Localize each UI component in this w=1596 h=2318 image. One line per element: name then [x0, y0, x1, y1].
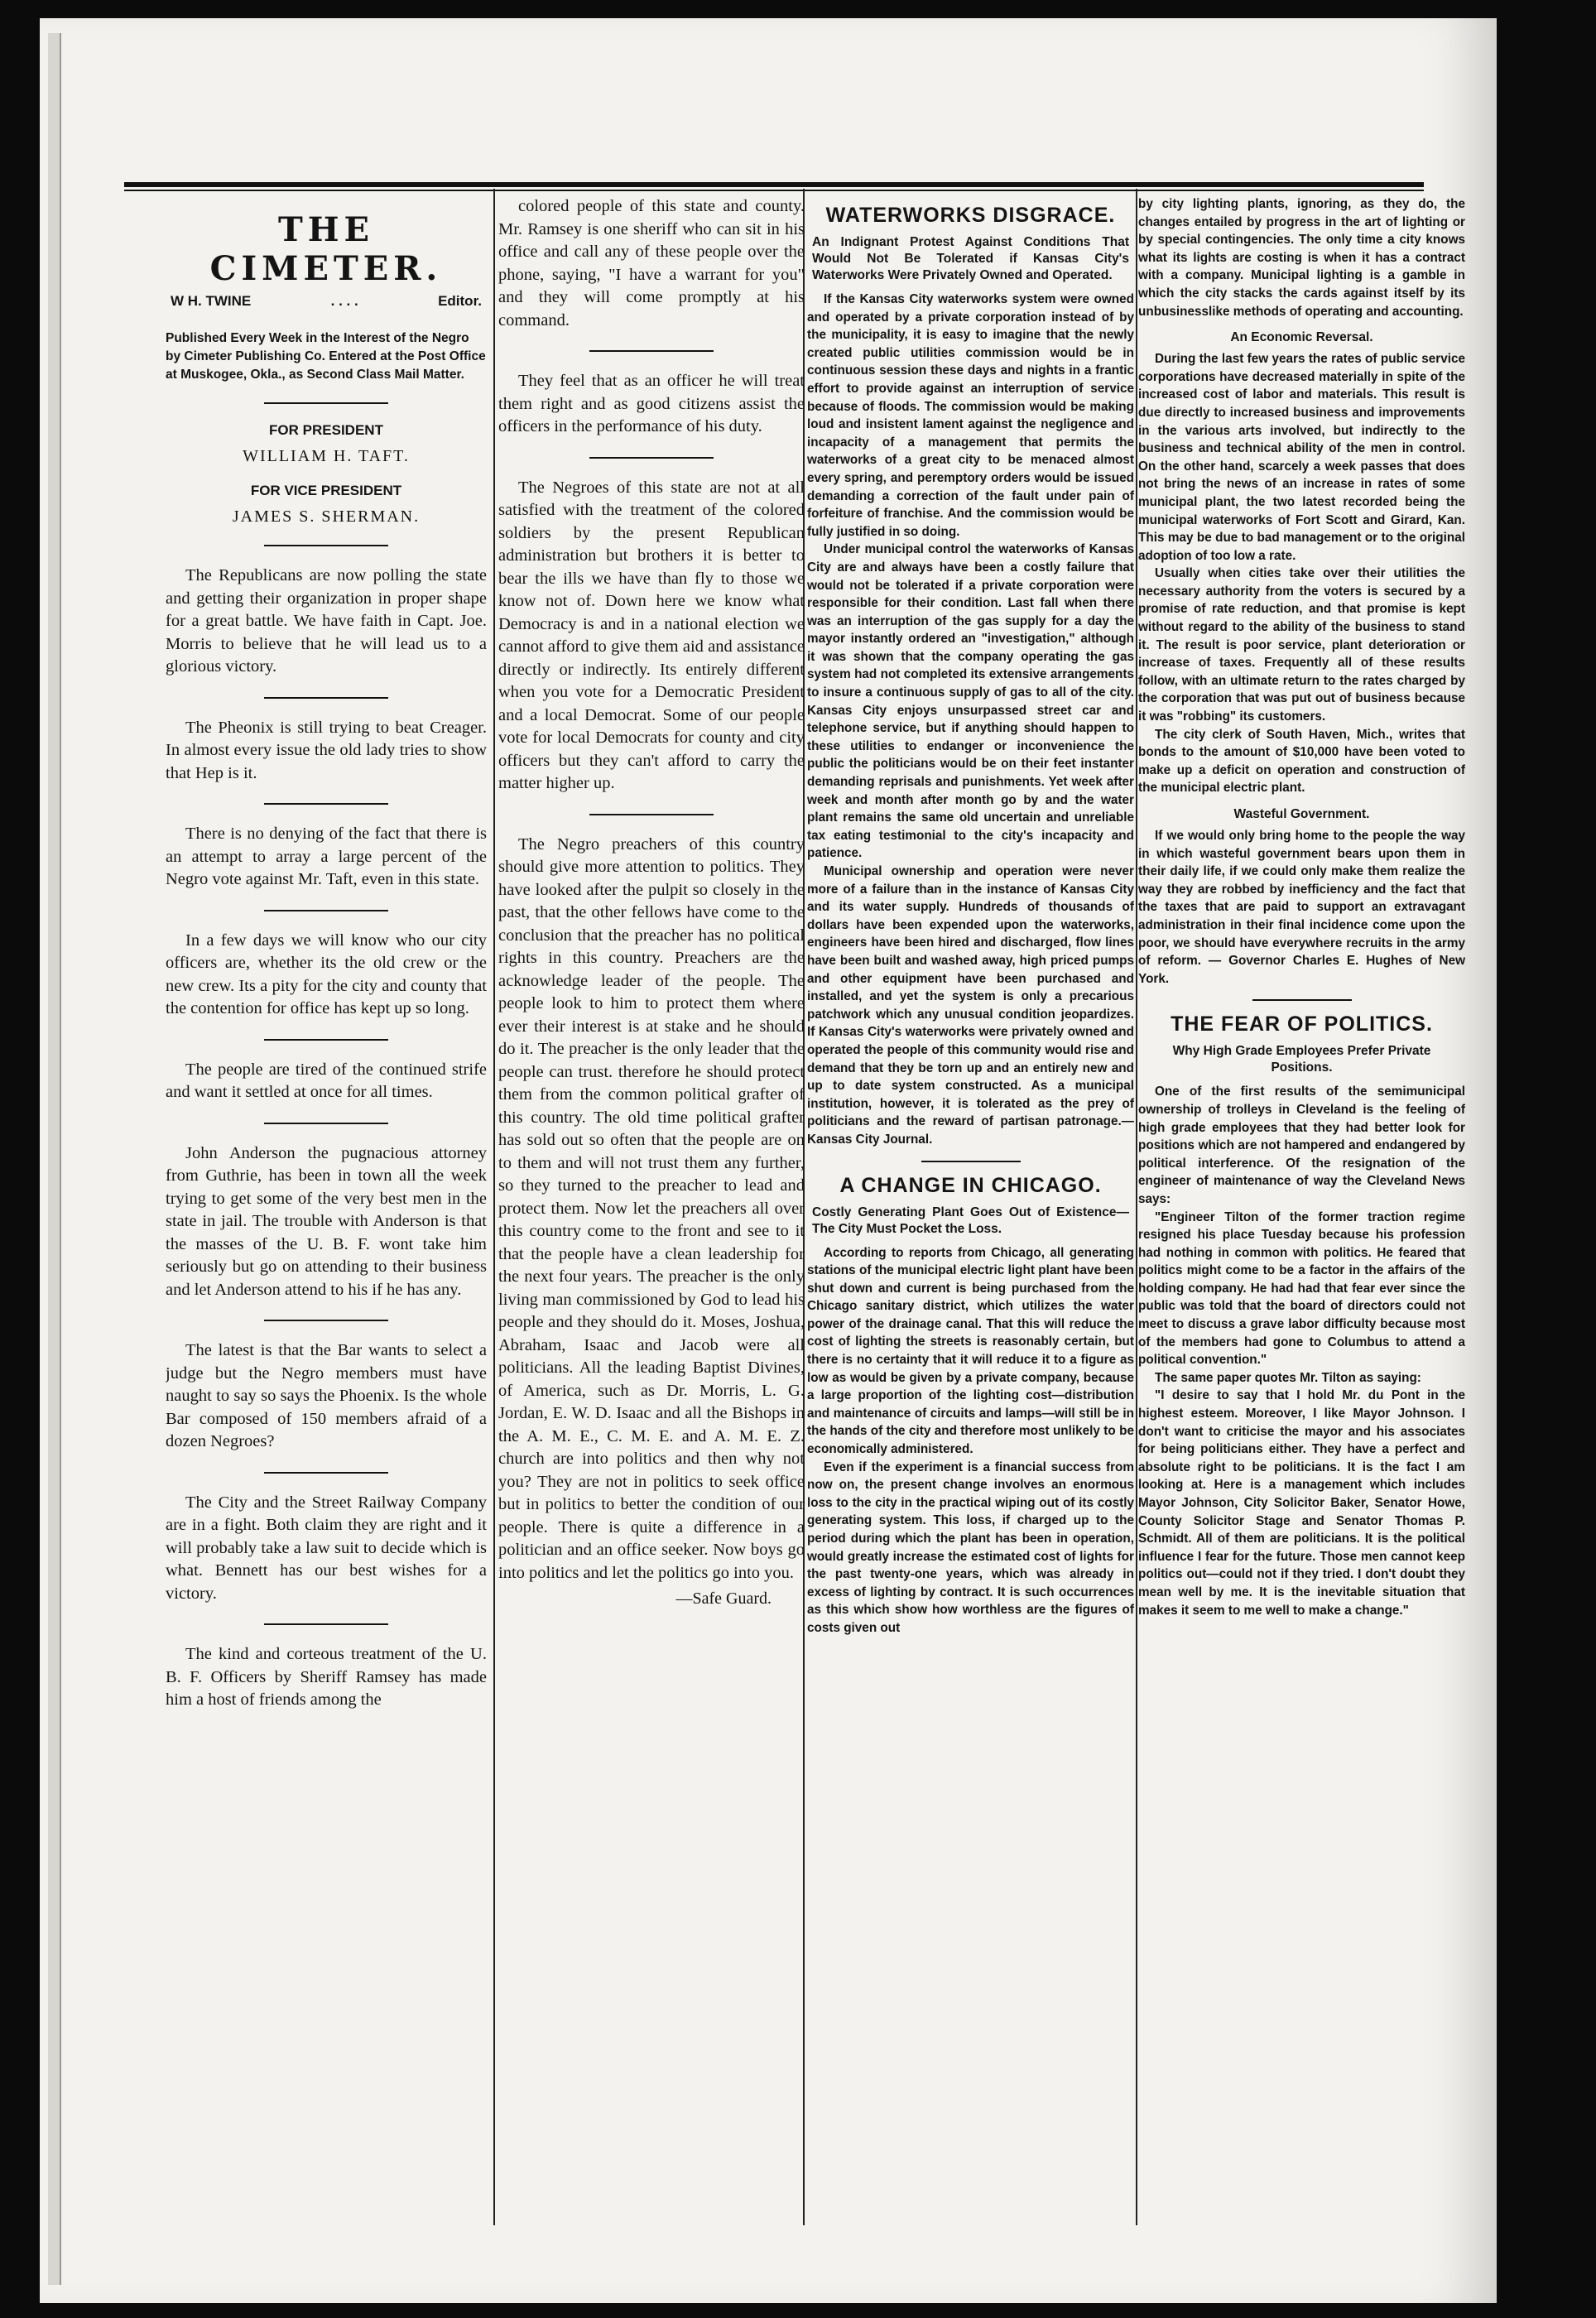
divider — [264, 1039, 388, 1041]
divider — [264, 1623, 388, 1625]
editor-line — [166, 293, 487, 310]
masthead-title: THE CIMETER. — [209, 210, 443, 288]
waterworks-headline: WATERWORKS DISGRACE. — [825, 204, 1116, 227]
paragraph: During the last few years the rates of public service corporations have decreased materially in spite of the increased cost of labor and materials. This result is due directly to increased business and improvements in the various arts involved, but indirectly to the business and technical ability of the men in control. On the other hand, scarcely a week passes that does not bring the news of an increase in rates of some municipal plant, the two latest recorded being the municipal waterworks of Fort Scott and Girard, Kan. This may be due to bad management or to the original adoption of too low a rate. — [1138, 352, 1465, 563]
vp-label: FOR VICE PRESIDENT — [250, 483, 402, 498]
paragraph: According to reports from Chicago, all generating stations of the municipal electric light plant have been shut down and current is being purchased from the Chicago sanitary district, which utilizes the water power of the drainage canal. That this will reduce the cost of lighting the streets is reasonably certain, but there is no certainty that it will reduce it to a figure as low as would be given by a private company, because a large proportion of the lighting cost—distribution and maintenance of circuits and lamps—will still be in the hands of the city and therefore most unlikely to be economically administered. — [807, 1245, 1134, 1457]
divider — [264, 1320, 388, 1321]
editorial-notes — [166, 565, 487, 1712]
wasteful-headline: Wasteful Government. — [1233, 807, 1370, 821]
paragraph: In a few days we will know who our city officers are, whether its the old crew or the new crew. Its a pity for the city and county that the contention for office has kept up so long. — [166, 931, 487, 1017]
divider — [264, 697, 388, 699]
divider — [589, 350, 714, 352]
vp-name: JAMES S. SHERMAN. — [232, 507, 421, 526]
paragraph: If the Kansas City waterworks system were owned and operated by a private corporation instead of by the municipality, it is easy to imagine that the newly created public utilities commission would be in continuous session these days and nights in a frantic effort to provide against an interruption of service because of floods. The commission would be making loud and insistent lament against the negligence and incapacity of a management that permits the waterworks of a great city to be menaced almost every spring, and peremptory orders would be issued demanding a correction of the fault under pain of forfeiture of franchise. And the commission would be fully justified in so doing. — [807, 292, 1134, 539]
page-binding-edge — [48, 33, 61, 2285]
economic-article — [1138, 350, 1465, 797]
president-label: FOR PRESIDENT — [269, 422, 383, 438]
paragraph: "I desire to say that I hold Mr. du Pont in the highest esteem. Moreover, I like Mayor Johnson. I don't want to criticise the mayor and his associates for being politicians either. They have a perfect and absolute right to be politicians. It is the fact I am looking at. Here is a management which includes Mayor Johnson, City Solicitor Baker, Senator Howe, County Solicitor Stage and Senator Thomas P. Schmidt. All of them are politicians. It is the political influence I fear for the future. Those men cannot keep politics out—could not if they tried. I don't doubt they mean well by me. It is the inevitable situation that makes it seem to me well to make a change." — [1138, 1388, 1465, 1618]
paragraph: The people are tired of the continued strife and want it settled at once for all times. — [166, 1060, 487, 1101]
paragraph: The Negroes of this state are not at all satisfied with the treatment of the colored soldiers by the present Republican administration but brothers it is better to bear the ills we have than fly to those we know not of. Down here we know what Democracy is and in a national election we cannot afford to give them aid and assistance directly or indirectly. Its entirely different when you vote for a Democratic President and a local Democrat. Some of our people vote for local Democrats for county and city officers but they can't afford to carry the matter higher up. — [498, 478, 805, 792]
column-3 — [807, 195, 1134, 2215]
paragraph: One of the first results of the semimunicipal ownership of trolleys in Cleveland is the feeling of high grade employees that they had better look for positions which are not hampered and endangered by political interference. Of the resignation of the engineer of maintenance of way the Cleveland News says: — [1138, 1084, 1465, 1206]
column-rule-3 — [1136, 189, 1137, 2225]
chicago-headline: A CHANGE IN CHICAGO. — [839, 1173, 1102, 1197]
paragraph: colored people of this state and county. Mr. Ramsey is one sheriff who can sit in his office and call any of these people over the phone, saying, "I have a warrant for you" and they will come promptly at his command. — [498, 197, 805, 329]
editor-name: W H. TWINE — [171, 293, 252, 309]
column-rule-1 — [493, 189, 495, 2225]
paragraph: The latest is that the Bar wants to select a judge but the Negro members must have naught to say so says the Phoenix. Is the whole Bar composed of 150 members afraid of a dozen Negroes? — [166, 1341, 487, 1450]
signature: —Safe Guard. — [675, 1589, 772, 1608]
divider — [589, 457, 714, 459]
fear-subhead: Why High Grade Employees Prefer Private Positions. — [1172, 1044, 1431, 1075]
paragraph: The Pheonix is still trying to beat Creager. In almost every issue the old lady tries to show that Hep is it. — [166, 718, 487, 782]
paragraph: The same paper quotes Mr. Tilton as saying: — [1155, 1370, 1421, 1385]
economic-headline: An Economic Reversal. — [1230, 330, 1373, 345]
fear-headline: THE FEAR OF POLITICS. — [1171, 1012, 1433, 1036]
divider — [264, 803, 388, 805]
paragraph: The City and the Street Railway Company are in a fight. Both claim they are right and it will probably take a law suit to decide which is what. Bennett has our best wishes for a victory. — [166, 1493, 487, 1603]
paragraph: Usually when cities take over their utilities the necessary authority from the voters is secured by a promise of rate reduction, and that promise is kept without regard to the ability of the business to stand it. The result is poor service, plant deterioration or increase of taxes. Frequently all of these results follow, with an ultimate return to the rates charged by the corporation that was put out of business because it was "robbing" its customers. — [1138, 566, 1465, 724]
column-2 — [498, 195, 805, 2215]
divider — [264, 402, 388, 404]
top-double-rule — [124, 182, 1424, 191]
paragraph: The city clerk of South Haven, Mich., writes that bonds to the amount of $10,000 have been voted to make up a deficit on operation and construction of the municipal electric plant. — [1138, 727, 1465, 796]
paragraph: John Anderson the pugnacious attorney from Guthrie, has been in town all the week trying to get some of the very best men in the state in jail. The trouble with Anderson is that the masses of the U. B. F. wont take him seriously but go on attending to their business and let Anderson attend to his if he has any. — [166, 1143, 487, 1299]
waterworks-subhead: An Indignant Protest Against Conditions That Would Not Be Tolerated if Kansas City's Waterworks Were Privately Owned and Operated. — [812, 235, 1129, 282]
waterworks-article — [807, 291, 1134, 1149]
paragraph: The Negro preachers of this country should give more attention to politics. They have looked after the pulpit so closely in the past, that the other fellows have come to the conclusion that the preacher has no political rights in this country. Preachers are the acknowledge leader of the people. The people look to him to protect them where ever their interest is at stake and he should do it. The preacher is the only leader that the people can trust. therefore he should protect them from the common political grafter of this country. The old time political grafter has sold out so often that the people are on to them and will not trust them any further, so they turned to the preacher to lead and protect them. Now let the preachers all over this country come to the front and see to it that the people have a clean leadership for the next four years. The preacher is the only living man commissioned by God to lead his people and they should do it. Moses, Joshua, Abraham, Isaac and Jacob were all politicians. All the leading Baptist Divines, of America, such as Dr. Morris, L. G. Jordan, E. W. D. Isaac and all the Bishops in the A. M. E., C. M. E. and A. M. E. Z. church are into politics and then why not you? They are not in politics to seek office but in politics to better the condition of our people. There is quite a difference in a politician and an office seeker. Now boys go into politics and let the politics go into you. — [498, 834, 805, 1582]
divider — [921, 1161, 1021, 1162]
paragraph: Even if the experiment is a financial success from now on, the present change involves an enormous loss to the city in the practical wiping out of its costly generating system. This loss, if charged up to the period during which the plant has been in operation, would greatly increase the estimated cost of lights for the past twenty-one years, which was already in excess of lighting by contract. It is such occurrences as this which show how worthless are the figures of costs given out — [807, 1460, 1134, 1635]
editorial-continued — [498, 195, 805, 1585]
publication-info: Published Every Week in the Interest of the Negro by Cimeter Publishing Co. Entered at the Post Office at Muskogee, Okla., as Second Class Mail Matter. — [166, 331, 486, 382]
editor-label: Editor. — [438, 293, 482, 309]
paragraph: The kind and corteous treatment of the U. B. F. Officers by Sheriff Ramsey has made him a host of friends among the — [166, 1645, 487, 1709]
paragraph: There is no denying of the fact that there is an attempt to array a large percent of the Negro vote against Mr. Taft, even in this state. — [166, 825, 487, 888]
divider — [264, 910, 388, 911]
divider — [264, 1123, 388, 1124]
paragraph: Municipal ownership and operation were never more of a failure than in the instance of Kansas City and its water supply. Hundreds of thousands of dollars have been expended upon the waterworks, engineers have been hired and discharged, flow lines have been built and washed away, high priced pumps and other equipment have been purchased and installed, and yet the system is only a precarious patchwork which any unusual condition jeopardizes. If Kansas City's waterworks were privately owned and operated the people of this community would rise and demand that they be torn up and an entirely new and up to date system constructed. As a municipal institution, however, it is tolerated as the prey of politicians and the reward of partisan patronage.—Kansas City Journal. — [807, 864, 1134, 1147]
divider — [1252, 999, 1352, 1001]
divider — [264, 1472, 388, 1474]
editor-dots: . . . . — [330, 293, 358, 309]
column-1 — [166, 195, 487, 2215]
paragraph: The Republicans are now polling the state and getting their organization in proper shape for a great battle. We have faith in Capt. Joe. Morris to believe that he will lead us to a glorious victory. — [166, 566, 487, 676]
president-name: WILLIAM H. TAFT. — [243, 447, 410, 465]
chicago-subhead: Costly Generating Plant Goes Out of Existence—The City Must Pocket the Loss. — [812, 1205, 1129, 1236]
paragraph: They feel that as an officer he will treat them right and as good citizens assist the officers in the performance of his duty. — [498, 372, 805, 435]
column-4 — [1138, 195, 1465, 2215]
wasteful-article: If we would only bring home to the people the way in which wasteful government bears upon them in their daily life, if we could only make them realize the way they are robbed by inefficiency and the fact that the taxes that are paid to support an extravagant administration in their final incidence come upon the poor, we should have everywhere recruits in the army of reform. — Governor Charles E. Hughes of New York. — [1138, 829, 1465, 986]
paragraph: "Engineer Tilton of the former traction regime resigned his place Tuesday because his profession had nothing in common with politics. He feared that politics might come to be a factor in the affairs of the holding company. He had had that fear ever since the public was told that the board of directors could not meet to discuss a grave labor difficulty because most of the members had gone to Columbus to attend a political convention." — [1138, 1209, 1465, 1368]
fear-article — [1138, 1083, 1465, 1619]
divider — [589, 814, 714, 815]
divider — [264, 545, 388, 546]
chicago-article — [807, 1244, 1134, 1638]
lighting-continued: by city lighting plants, ignoring, as they do, the changes entailed by progress in the art of lighting or by special contingencies. The only time a city knows what its lights are costing is when it has a contract with a company. Municipal lighting is a gamble in which the city stacks the cards against itself by its unbusinesslike methods of operating and accounting. — [1138, 197, 1465, 319]
paragraph: Under municipal control the waterworks of Kansas City are and always have been a costly failure that would not be tolerated if a private corporation were responsible for their condition. Last fall when there was an interruption of the gas supply for a day the mayor instantly ordered an "investigation," although it was shown that the company operating the gas system had not completed its extensive arrangements to insure a continuous supply of gas to all of the city. Kansas City enjoys unsurpassed street car and telephone service, but if anything should happen to these utilities to endanger or inconvenience the public the politicians would be on their feet instanter demanding reprisals and punishments. Yet week after week and month after month go by and the water plant remains the same old uncertain and unreliable tax eating testimonial to the city's incapacity and patience. — [807, 542, 1134, 861]
